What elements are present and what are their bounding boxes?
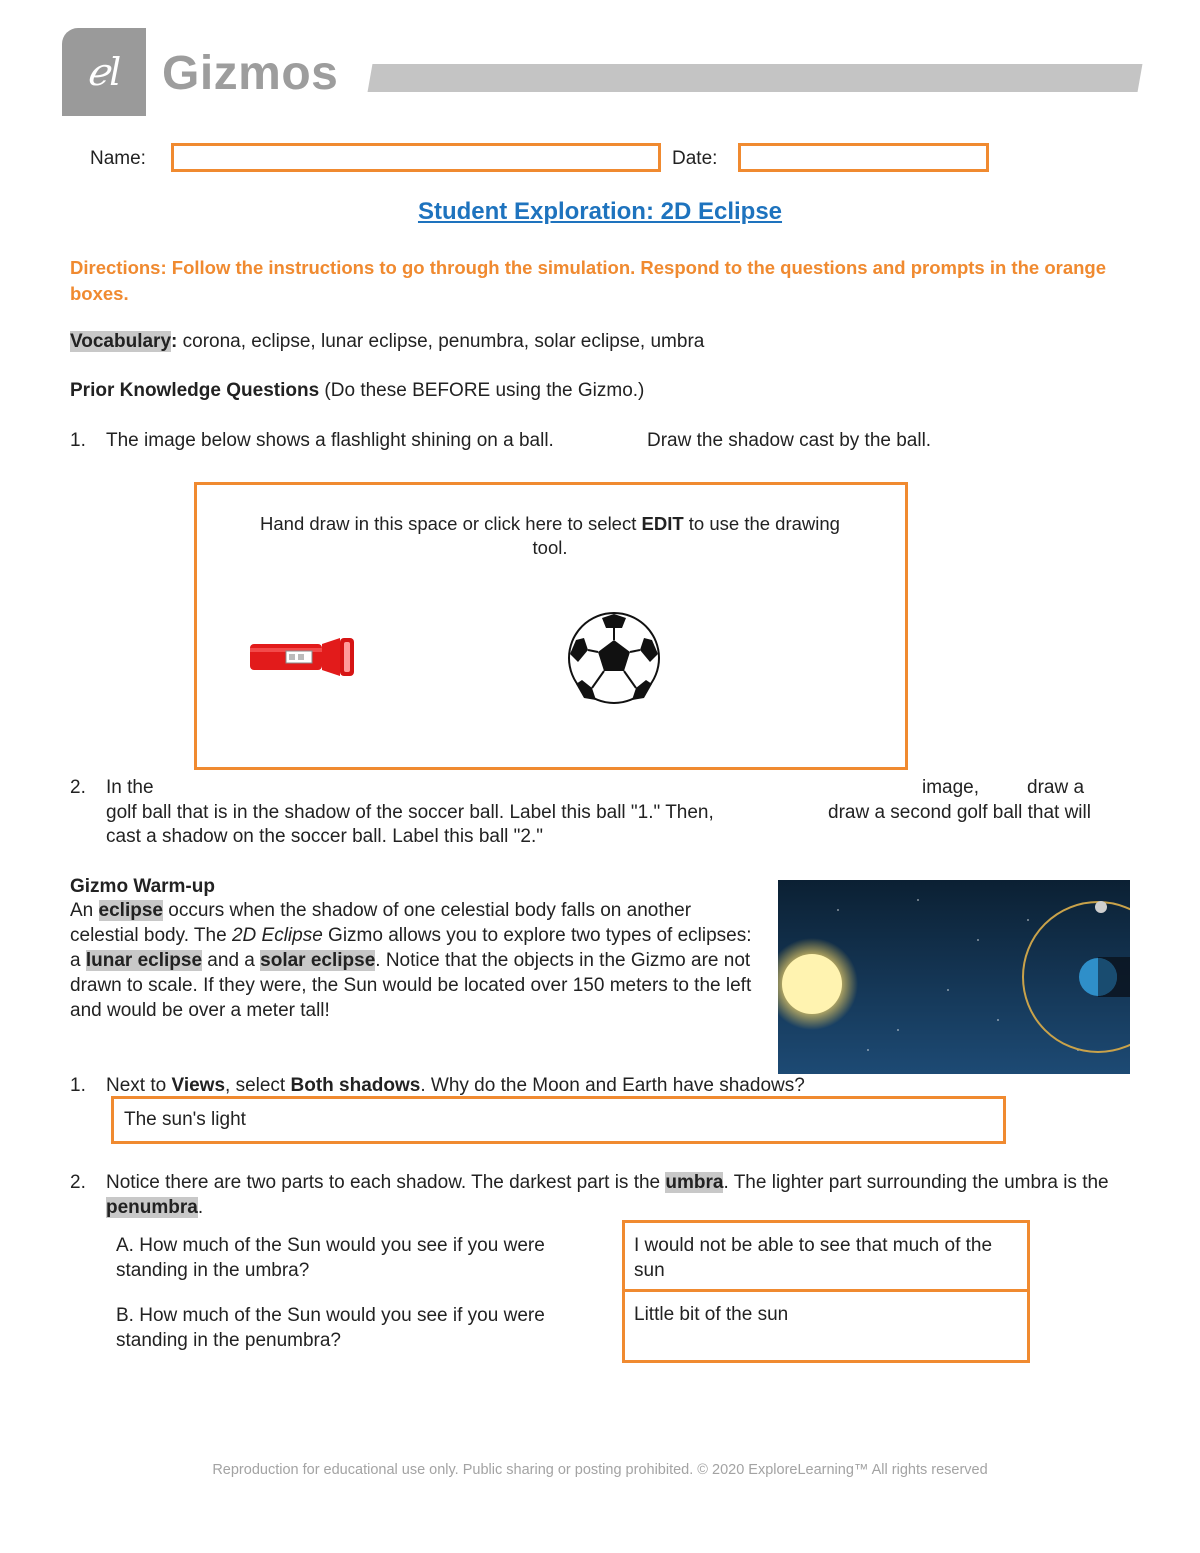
q1-number: 1. (70, 430, 86, 451)
q1-text-a: The image below shows a flashlight shining on a ball. (106, 430, 554, 451)
w2-question (106, 1170, 1136, 1220)
term-lunar-eclipse: lunar eclipse (85, 950, 203, 971)
warmup-text-2: Gizmo allows you to explore two types of eclipses: a (70, 925, 752, 971)
w1-text-a: Next to (106, 1075, 172, 1096)
header-bar (368, 64, 1143, 92)
soccer-ball-icon (566, 610, 662, 706)
w2-answer-b-box[interactable] (622, 1289, 1030, 1363)
warmup-heading: Gizmo Warm-up (70, 876, 215, 897)
q2-lead: In the (106, 777, 154, 798)
w2-answer-b: Little bit of the sun (634, 1304, 789, 1325)
vocabulary-colon: : (171, 331, 178, 352)
date-field[interactable] (738, 143, 989, 172)
w2-number: 2. (70, 1172, 86, 1193)
gizmo-name: 2D Eclipse (231, 925, 323, 946)
w1-answer: The sun's light (124, 1109, 246, 1130)
vocabulary (70, 329, 1130, 354)
w2-text-a: Notice there are two parts to each shadow. The darkest part is the (106, 1172, 666, 1193)
w1-question (106, 1073, 1106, 1098)
name-field[interactable] (171, 143, 661, 172)
w1-text-b: , select (225, 1075, 291, 1096)
term-penumbra: penumbra (106, 1197, 198, 1218)
footer-copyright: Reproduction for educational use only. Public sharing or posting prohibited. © 2020 ExploreLearning™ All rights reserved (212, 1462, 988, 1478)
prior-knowledge (70, 378, 1130, 403)
logo-mark: ℯl (86, 50, 122, 94)
w2-question-a: A. How much of the Sun would you see if you were standing in the umbra? (116, 1235, 545, 1281)
flashlight-icon (248, 636, 358, 678)
brand-name: Gizmos (162, 47, 339, 100)
q2-line3: cast a shadow on the soccer ball. Label this ball "2." (106, 826, 544, 847)
q1-text-b: Draw the shadow cast by the ball. (647, 430, 932, 451)
drawing-caption-a: Hand draw in this space or click here to select (260, 513, 642, 534)
drawing-caption-edit: EDIT (641, 513, 684, 534)
drawing-caption (250, 512, 850, 560)
name-label: Name: (90, 148, 146, 169)
w2-answer-a-box[interactable] (622, 1220, 1030, 1292)
warmup-an: An (70, 900, 99, 921)
prior-heading: Prior Knowledge Questions (70, 380, 320, 401)
warmup-text-4: . Notice that the objects in the Gizmo are not drawn to scale. If they were, the Sun would be located over 150 meters to the left and would be over a meter tall! (70, 950, 752, 1021)
w1-both-shadows: Both shadows (290, 1075, 421, 1096)
w1-text-c: . Why do the Moon and Earth have shadows? (420, 1075, 805, 1096)
gizmo-screenshot (778, 880, 1130, 1074)
moon-icon (1095, 901, 1107, 913)
term-solar-eclipse: solar eclipse (260, 950, 376, 971)
vocabulary-terms: corona, eclipse, lunar eclipse, penumbra, solar eclipse, umbra (177, 331, 705, 352)
warmup-text-1: occurs when the shadow of one celestial body falls on another celestial body. The (70, 900, 692, 946)
q2-number: 2. (70, 777, 86, 798)
page-title: Student Exploration: 2D Eclipse (417, 198, 783, 225)
w2-text-b: . The lighter part surrounding the umbra is the (723, 1172, 1109, 1193)
q2-word-image: image, (922, 777, 980, 798)
w1-answer-box[interactable] (111, 1096, 1006, 1144)
warmup-paragraph (70, 898, 760, 1023)
w2-text-c: . (197, 1197, 204, 1218)
w1-number: 1. (70, 1075, 86, 1096)
q2-line2a: golf ball that is in the shadow of the soccer ball. Label this ball "1." Then, (106, 802, 714, 823)
directions: Directions: Follow the instructions to go through the simulation. Respond to the questions and prompts in the orange boxes. (70, 257, 1106, 304)
drawing-caption-b: to use the drawing tool. (532, 513, 840, 558)
q2-word-draw: draw a (1027, 777, 1085, 798)
date-label: Date: (672, 148, 718, 169)
w2-question-b: B. How much of the Sun would you see if you were standing in the penumbra? (116, 1305, 545, 1351)
prior-note: (Do these BEFORE using the Gizmo.) (319, 380, 645, 401)
q2-line2b: draw a second golf ball that will (828, 802, 1091, 823)
term-umbra: umbra (665, 1172, 724, 1193)
vocabulary-label: Vocabulary (70, 331, 172, 352)
w2-answer-a: I would not be able to see that much of the sun (634, 1235, 993, 1281)
w1-views: Views (171, 1075, 226, 1096)
warmup-text-3: and a (202, 950, 261, 971)
term-eclipse: eclipse (98, 900, 163, 921)
